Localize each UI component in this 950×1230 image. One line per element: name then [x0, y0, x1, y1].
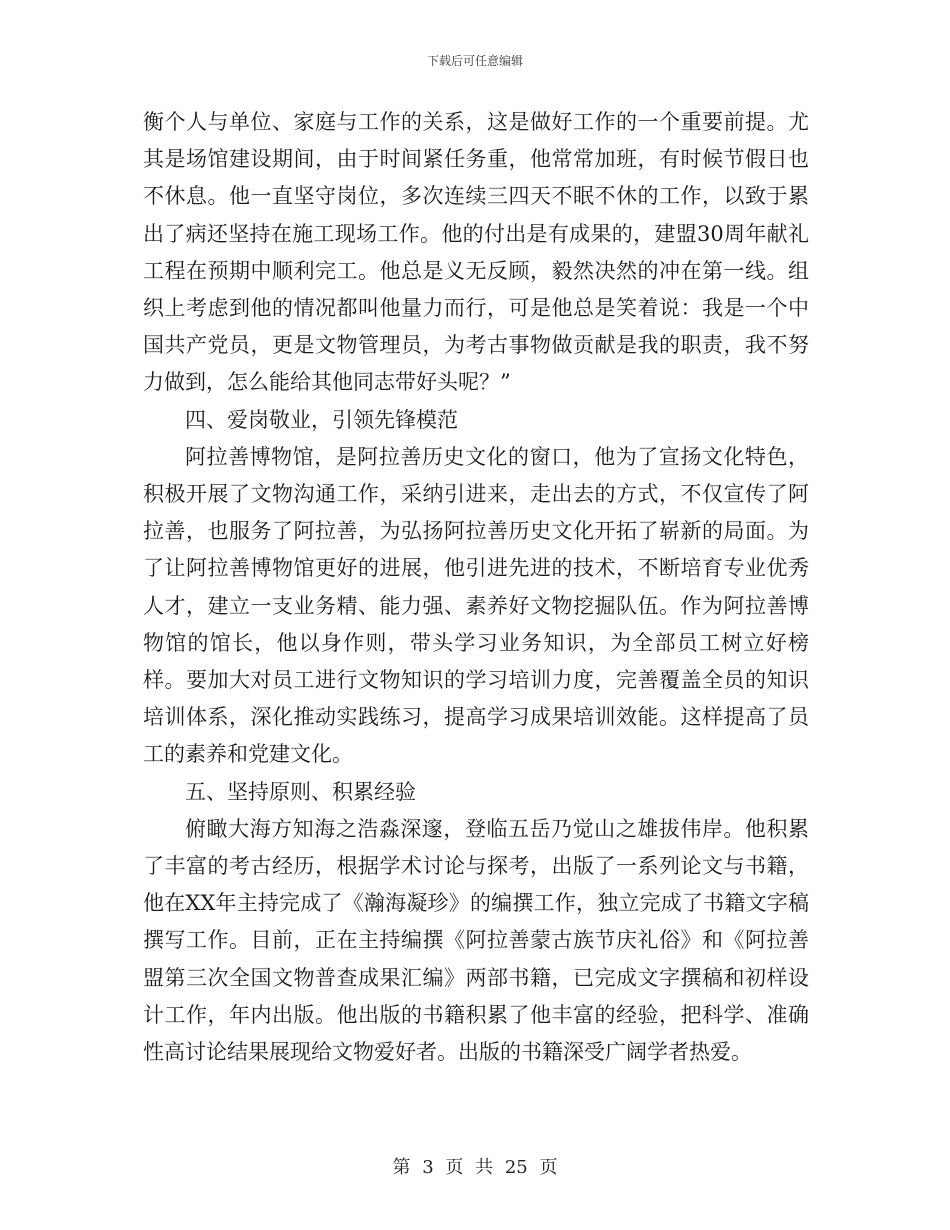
page-number-footer: 第 3 页 共 25 页	[392, 1157, 558, 1178]
page-header: 下载后可任意编辑	[426, 54, 523, 68]
paragraph-museum: 阿拉善博物馆，是阿拉善历史文化的窗口，他为了宣扬文化特色，积极开展了文物沟通工作，采纳引进来，走出去的方式，不仅宣传了阿拉善，也服务了阿拉善，为弘扬阿拉善历史文化开拓了崭新的局面。为了让阿拉善博物馆更好的进展，他引进先进的技术，不断培育专业优秀人才，建立一支业务精、能力强、素养好文物挖掘队伍。作为阿拉善博物馆的馆长，他以身作则，带头学习业务知识，为全部员工树立好榜样。要加大对员工进行文物知识的学习培训力度，完善覆盖全员的知识培训体系，深化推动实践练习，提高学习成果培训效能。这样提高了员工的素养和党建文化。	[143, 444, 809, 767]
section-heading-five: 五、坚持原则、积累经验	[185, 779, 416, 804]
document-body	[143, 104, 809, 1071]
paragraph-experience: 俯瞰大海方知海之浩淼深邃，登临五岳乃觉山之雄拔伟岸。他积累了丰富的考古经历，根据学术讨论与探考，出版了一系列论文与书籍，他在XX年主持完成了《瀚海凝珍》的编撰工作，独立完成了书籍文字稿撰写工作。目前，正在主持编撰《阿拉善蒙古族节庆礼俗》和《阿拉善盟第三次全国文物普查成果汇编》两部书籍，已完成文字撰稿和初样设计工作，年内出版。他出版的书籍积累了他丰富的经验，把科学、准确性高讨论结果展现给文物爱好者。出版的书籍深受广阔学者热爱。	[143, 816, 809, 1065]
section-heading-four: 四、爱岗敬业，引领先锋模范	[185, 407, 458, 432]
paragraph-continuation: 衡个人与单位、家庭与工作的关系，这是做好工作的一个重要前提。尤其是场馆建设期间，由于时间紧任务重，他常常加班，有时候节假日也不休息。他一直坚守岗位，多次连续三四天不眠不休的工作，以致于累出了病还坚持在施工现场工作。他的付出是有成果的，建盟30周年献礼工程在预期中顺利完工。他总是义无反顾，毅然决然的冲在第一线。组织上考虑到他的情况都叫他量力而行，可是他总是笑着说：我是一个中国共产党员，更是文物管理员，为考古事物做贡献是我的职责，我不努力做到，怎么能给其他同志带好头呢？”	[143, 110, 809, 395]
